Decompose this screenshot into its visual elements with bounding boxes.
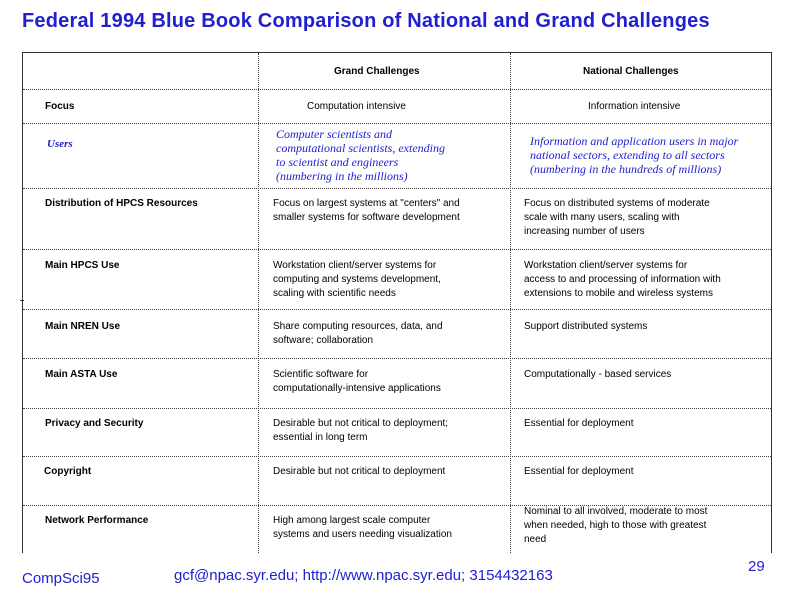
row-label-distribution: Distribution of HPCS Resources: [45, 198, 198, 209]
row-divider: [23, 309, 771, 310]
cell-national-users: Information and application users in major national sectors, extending to all sectors (numbering in the hundreds of millions): [530, 134, 739, 176]
cell-grand-users: Computer scientists and computational scientists, extending to scientist and engineers (numbering in the millions): [276, 127, 445, 183]
cell-grand-distribution: Focus on largest systems at "centers" and smaller systems for software development: [273, 198, 460, 223]
row-label-focus: Focus: [45, 101, 75, 112]
cell-grand-privacy-security: Desirable but not critical to deployment; essential in long term: [273, 418, 449, 443]
column-divider: [258, 53, 259, 553]
header-national-challenges: National Challenges: [583, 66, 679, 77]
cell-grand-copyright: Desirable but not critical to deployment: [273, 466, 446, 477]
slide-title: Federal 1994 Blue Book Comparison of National and Grand Challenges: [22, 10, 710, 32]
cell-national-distribution: Focus on distributed systems of moderate scale with many users, scaling with increasing number of users: [524, 198, 710, 237]
row-label-nren-use: Main NREN Use: [45, 321, 121, 332]
cell-grand-hpcs-use: Workstation client/server systems for computing and systems development, scaling with scientific needs: [273, 260, 441, 299]
column-divider: [510, 53, 511, 553]
row-divider: [23, 358, 771, 359]
row-label-network-performance: Network Performance: [45, 515, 149, 526]
row-divider: [23, 188, 771, 189]
footer-contact: gcf@npac.syr.edu; http://www.npac.syr.edu; 3154432163: [174, 567, 553, 584]
cell-national-hpcs-use: Workstation client/server systems for access to and processing of information with extensions to mobile and wireless systems: [524, 260, 721, 299]
cell-national-focus: Information intensive: [588, 101, 681, 112]
row-divider: [23, 456, 771, 457]
footer-course: CompSci95: [22, 570, 100, 587]
page-number: 29: [748, 558, 765, 575]
cell-grand-focus: Computation intensive: [307, 101, 406, 112]
row-label-copyright: Copyright: [44, 466, 92, 477]
row-divider: [23, 89, 771, 90]
margin-tick-mark: [20, 300, 24, 301]
row-label-privacy-security: Privacy and Security: [45, 418, 144, 429]
header-grand-challenges: Grand Challenges: [334, 66, 420, 77]
cell-national-network-performance: Nominal to all involved, moderate to most when needed, high to those with greatest need: [524, 506, 708, 545]
cell-grand-asta-use: Scientific software for computationally-intensive applications: [273, 369, 441, 394]
cell-grand-network-performance: High among largest scale computer systems and users needing visualization: [273, 515, 452, 540]
cell-grand-nren-use: Share computing resources, data, and software; collaboration: [273, 321, 443, 346]
row-label-users: Users: [47, 138, 73, 150]
row-divider: [23, 408, 771, 409]
cell-national-nren-use: Support distributed systems: [524, 321, 648, 332]
cell-national-copyright: Essential for deployment: [524, 466, 634, 477]
row-divider: [23, 249, 771, 250]
cell-national-asta-use: Computationally - based services: [524, 369, 672, 380]
row-divider: [23, 123, 771, 124]
cell-national-privacy-security: Essential for deployment: [524, 418, 634, 429]
row-label-hpcs-use: Main HPCS Use: [45, 260, 120, 271]
row-label-asta-use: Main ASTA Use: [45, 369, 118, 380]
comparison-table: [22, 52, 772, 553]
